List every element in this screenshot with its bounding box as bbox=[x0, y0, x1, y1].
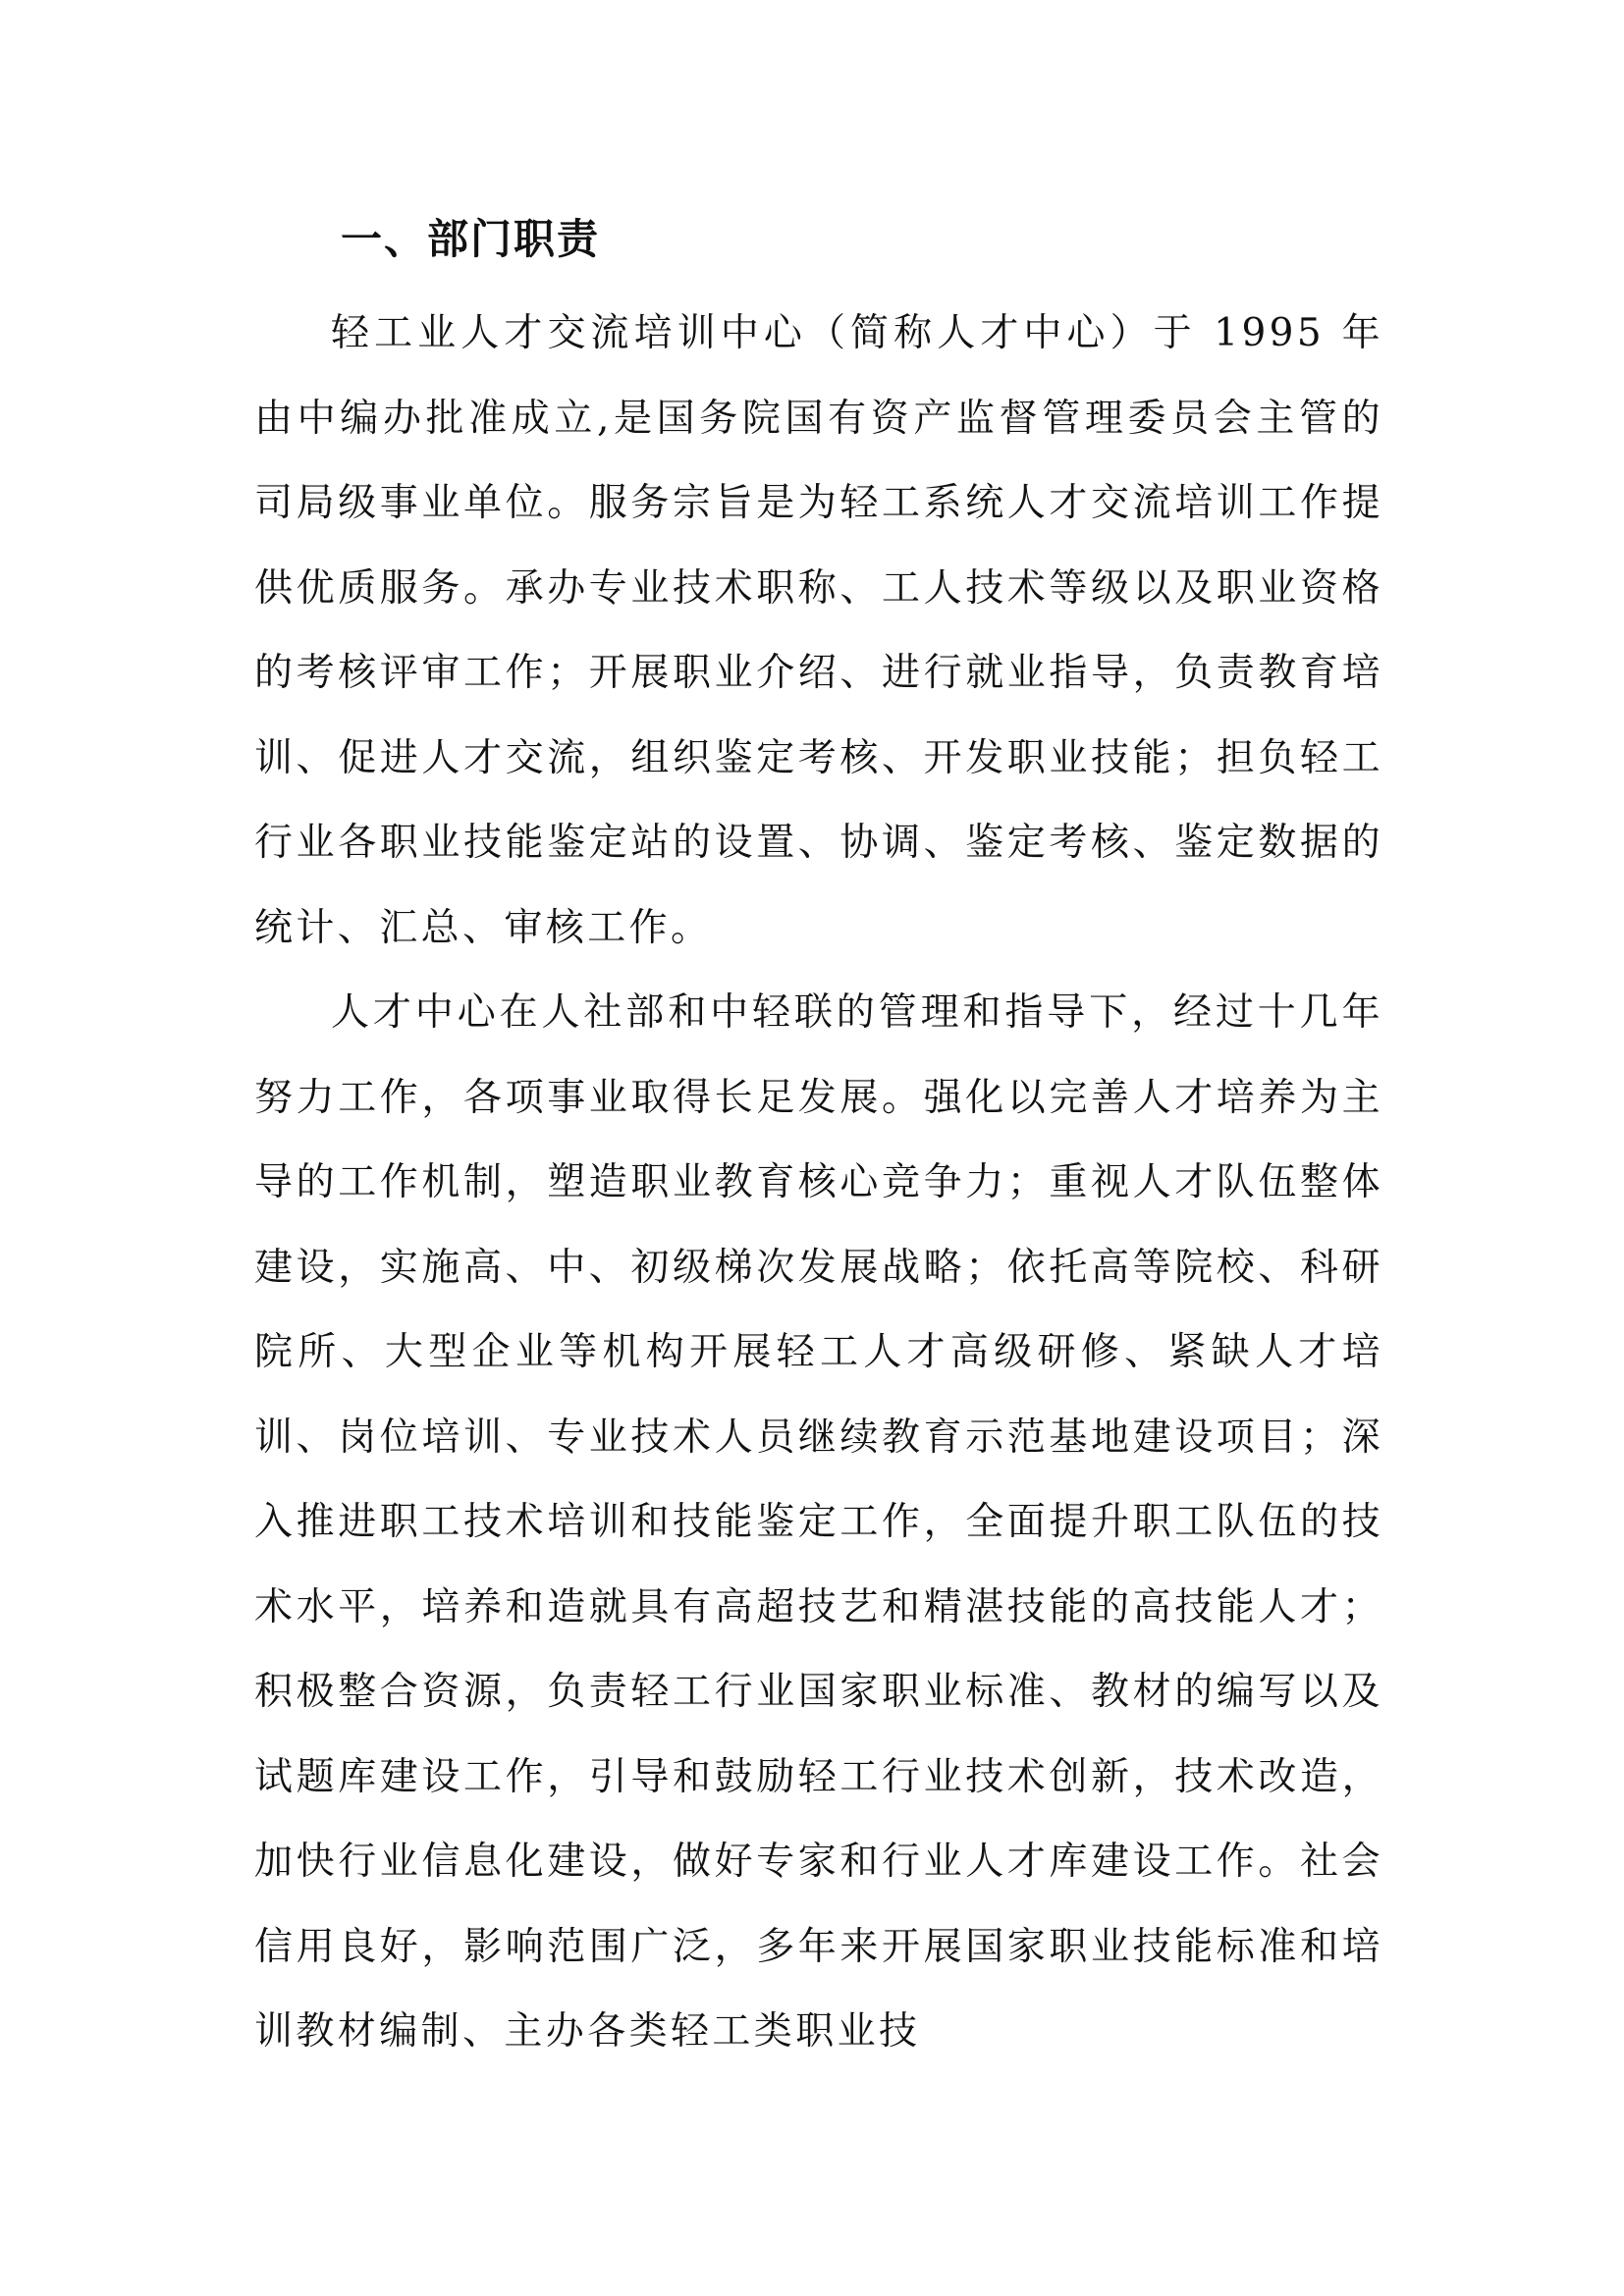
document-body bbox=[254, 211, 1383, 2075]
paragraph-center-introduction: 轻工业人才交流培训中心（简称人才中心）于 1995 年由中编办批准成立,是国务院国有资产监督管理委员会主管的司局级事业单位。服务宗旨是为轻工系统人才交流培训工作提供优质服务。承办专业技术职称、工人技术等级以及职业资格的考核评审工作；开展职业介绍、进行就业指导，负责教育培训、促进人才交流，组织鉴定考核、开发职业技能；担负轻工行业各职业技能鉴定站的设置、协调、鉴定考核、鉴定数据的统计、汇总、审核工作。 bbox=[254, 311, 1383, 950]
section-heading: 一、部门职责 bbox=[341, 215, 601, 263]
paragraph-center-development: 人才中心在人社部和中轻联的管理和指导下，经过十几年努力工作，各项事业取得长足发展。强化以完善人才培养为主导的工作机制，塑造职业教育核心竞争力；重视人才队伍整体建设，实施高、中、初级梯次发展战略；依托高等院校、科研院所、大型企业等机构开展轻工人才高级研修、紧缺人才培训、岗位培训、专业技术人员继续教育示范基地建设项目；深入推进职工技术培训和技能鉴定工作，全面提升职工队伍的技术水平，培养和造就具有高超技艺和精湛技能的高技能人才；积极整合资源，负责轻工行业国家职业标准、教材的编写以及试题库建设工作，引导和鼓励轻工行业技术创新，技术改造，加快行业信息化建设，做好专家和行业人才库建设工作。社会信用良好，影响范围广泛，多年来开展国家职业技能标准和培训教材编制、主办各类轻工类职业技 bbox=[254, 990, 1383, 2054]
